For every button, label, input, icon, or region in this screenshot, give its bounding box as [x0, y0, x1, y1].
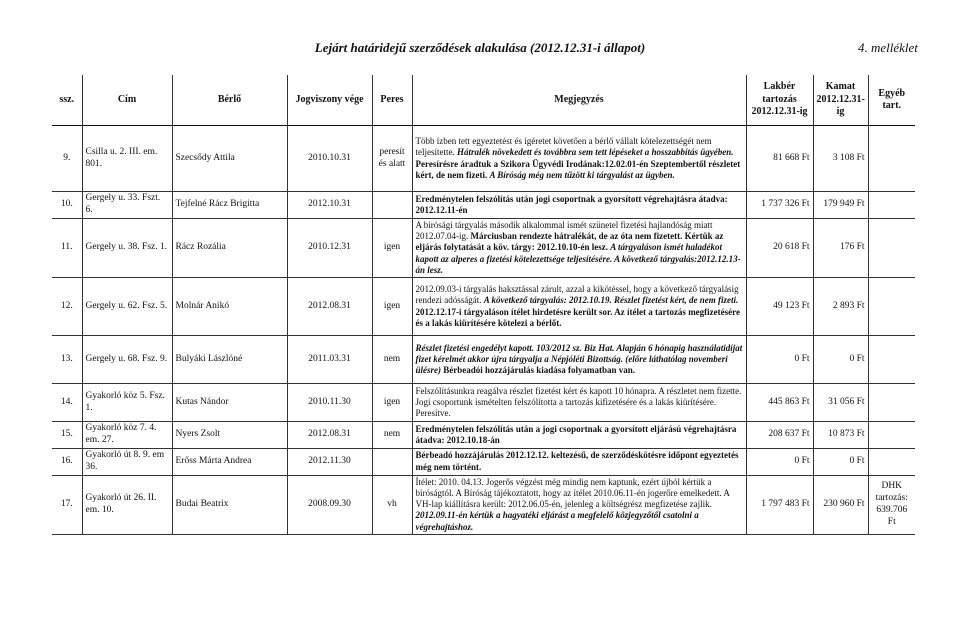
note-text: Márciusban rendezte hátralékát, de az óta nem fizetett. Kértük az eljárás folytatását a köv. tárgy: 2012.10.10-én lesz.	[415, 231, 724, 253]
cell-jogviszony: 2010.10.31	[287, 126, 372, 192]
cell-lakber: 20 618 Ft	[746, 218, 813, 277]
note-text: Eredménytelen felszólítás után jogi csoportnak a gyorsított végrehajtásra átadva: 2012.12.11-én	[415, 193, 728, 215]
cell-cim: Gyakorló köz 5. Fsz. 1.	[82, 384, 172, 422]
note-text: A tárgyaláson ismét haladékot kapott az alperes a fizetési kötelezettsége teljesítésére. A következő tárgyalás:2012.12.13-án lesz.	[415, 242, 741, 275]
col-header-cim: Cím	[82, 75, 172, 126]
note-text: Bérbeadói hozzájárulás kiadása folyamatban van.	[443, 365, 636, 376]
cell-kamat: 2 893 Ft	[813, 278, 868, 336]
cell-kamat: 176 Ft	[813, 218, 868, 277]
cell-cim: Gyakorló út 8. 9. em 36.	[82, 448, 172, 475]
table-row	[52, 218, 915, 277]
cell-lakber: 49 123 Ft	[746, 278, 813, 336]
cell-berlo: Tejfelné Rácz Brigitta	[172, 192, 287, 219]
table-body	[52, 126, 915, 535]
cell-ssz: 13.	[52, 336, 82, 384]
cell-egyeb	[868, 126, 915, 192]
table-row	[52, 336, 915, 384]
cell-jogviszony: 2008.09.30	[287, 475, 372, 534]
note-text: Bérbeadó hozzájárulás 2012.12.12. keltezésű, de szerződéskötésre időpont egyeztetés még nem történt.	[415, 450, 739, 472]
cell-cim: Gergely u. 62. Fsz. 5.	[82, 278, 172, 336]
cell-lakber: 445 863 Ft	[746, 384, 813, 422]
cell-egyeb	[868, 384, 915, 422]
cell-egyeb: DHK tartozás: 639.706 Ft	[868, 475, 915, 534]
col-header-lakber: Lakbér tartozás 2012.12.31-ig	[746, 75, 813, 126]
cell-kamat: 230 960 Ft	[813, 475, 868, 534]
cell-cim: Gergely u. 68. Fsz. 9.	[82, 336, 172, 384]
cell-berlo: Bulyáki Lászlóné	[172, 336, 287, 384]
col-header-jogviszony: Jogviszony vége	[287, 75, 372, 126]
cell-jogviszony: 2010.11.30	[287, 384, 372, 422]
cell-lakber: 1 797 483 Ft	[746, 475, 813, 534]
cell-peres	[372, 448, 412, 475]
note-text: 2012.12.17-i tárgyaláson ítélet hirdetésre került sor. Az ítélet a tartozás megfizetésére és a lakás kiürítésére kötelezi a bérlőt.	[415, 306, 740, 328]
col-header-megjegyzes: Megjegyzés	[412, 75, 746, 126]
col-header-peres: Peres	[372, 75, 412, 126]
cell-jogviszony: 2012.11.30	[287, 448, 372, 475]
cell-kamat: 10 873 Ft	[813, 422, 868, 449]
cell-berlo: Szecsődy Attila	[172, 126, 287, 192]
cell-cim: Gergely u. 33. Fszt. 6.	[82, 192, 172, 219]
cell-megjegyzes	[412, 475, 746, 534]
cell-berlo: Kutas Nándor	[172, 384, 287, 422]
cell-megjegyzes	[412, 126, 746, 192]
cell-jogviszony: 2011.03.31	[287, 336, 372, 384]
note-text: Részlet fizetési engedélyt kapott. 103/2012 sz. Biz Hat. Alapján 6 hónapig használatidíjat fizet kérelmét akkor újra tárgyalja a Népjóléti Bizottság. (előre láthatólag novemberi ülésre)	[415, 342, 743, 376]
cell-ssz: 9.	[52, 126, 82, 192]
note-text: Peresírésre áradtuk a Szikora Ügyvédi Irodának:12.02.01-én Szeptembertől részletet kért, de nem fizeti.	[415, 158, 741, 180]
cell-kamat: 31 056 Ft	[813, 384, 868, 422]
cell-kamat: 3 108 Ft	[813, 126, 868, 192]
cell-lakber: 0 Ft	[746, 448, 813, 475]
cell-jogviszony: 2012.08.31	[287, 278, 372, 336]
cell-egyeb	[868, 218, 915, 277]
cell-megjegyzes	[412, 422, 746, 449]
cell-berlo: Nyers Zsolt	[172, 422, 287, 449]
cell-peres: vh	[372, 475, 412, 534]
cell-lakber: 0 Ft	[746, 336, 813, 384]
cell-ssz: 11.	[52, 218, 82, 277]
table-header-row	[52, 75, 915, 126]
note-text: Eredménytelen felszólítás után a jogi csoportnak a gyorsított eljárású végrehajtásra átadva: 2012.10.18-án	[415, 423, 737, 445]
cell-cim: Gyakorló köz 7. 4. em. 27.	[82, 422, 172, 449]
cell-peres: igen	[372, 278, 412, 336]
note-text: Felszólításunkra reagálva részlet fizetést kért és kapott 10 hónapra. A részletet nem fizette. Jogi csoportunk ismételten felszólította a tartozás kifizetésére és a lakás kiürítésére. Peresítve.	[415, 385, 742, 419]
cell-ssz: 14.	[52, 384, 82, 422]
cell-egyeb	[868, 278, 915, 336]
table-row	[52, 278, 915, 336]
cell-megjegyzes	[412, 192, 746, 219]
note-text: 2012.09.11-én kértük a hagyatéki eljárást a megfelelő közjegyzőtől csatolni a végrehajtáshoz.	[415, 510, 699, 532]
cell-kamat: 179 949 Ft	[813, 192, 868, 219]
cell-kamat: 0 Ft	[813, 448, 868, 475]
cell-berlo: Erőss Márta Andrea	[172, 448, 287, 475]
cell-peres: igen	[372, 384, 412, 422]
cell-berlo: Budai Beatrix	[172, 475, 287, 534]
table-row	[52, 448, 915, 475]
cell-egyeb	[868, 448, 915, 475]
cell-megjegyzes	[412, 278, 746, 336]
table-row	[52, 384, 915, 422]
cell-megjegyzes	[412, 384, 746, 422]
note-text: Hátralék növekedett és továbbra sem tett lépéseket a hosszabbítás ügyében.	[456, 147, 734, 158]
cell-berlo: Rácz Rozália	[172, 218, 287, 277]
cell-egyeb	[868, 336, 915, 384]
table-row	[52, 475, 915, 534]
cell-lakber: 1 737 326 Ft	[746, 192, 813, 219]
cell-megjegyzes	[412, 218, 746, 277]
cell-megjegyzes	[412, 336, 746, 384]
cell-cim: Gergely u. 38. Fsz. 1.	[82, 218, 172, 277]
cell-peres: nem	[372, 336, 412, 384]
note-text: 2012.09.03-i tárgyalás haksztással zárult, azzal a kikötéssel, hogy a következő tárgyalásig rendezi adósságát.	[415, 284, 739, 306]
annex-label: 4. melléklet	[858, 40, 918, 55]
cell-ssz: 15.	[52, 422, 82, 449]
cell-peres: igen	[372, 218, 412, 277]
note-text: Ítélet: 2010. 04.13. Jogerős végzést még mindig nem kaptunk, ezért újból kértük a bíróságtól. A Bíróság tájékoztatott, hogy az ítélet 2010.06.11-én jogerőre emelkedett. A VH-lap kiállításra került: 2012.06.05-én, jelenleg a költségrész megfizetése zajlik.	[415, 476, 730, 509]
page-title: Lejárt határidejű szerződések alakulása (2012.12.31-i állapot)	[314, 40, 646, 55]
cell-jogviszony: 2012.10.31	[287, 192, 372, 219]
table-row	[52, 192, 915, 219]
cell-ssz: 17.	[52, 475, 82, 534]
col-header-egyeb: Egyéb tart.	[868, 75, 915, 126]
table-row	[52, 422, 915, 449]
note-text: A Bíróság még nem tűzött ki tárgyalást az ügyben.	[489, 169, 675, 180]
cell-ssz: 10.	[52, 192, 82, 219]
col-header-kamat: Kamat 2012.12.31-ig	[813, 75, 868, 126]
cell-peres	[372, 192, 412, 219]
cell-cim: Csilla u. 2. III. em. 801.	[82, 126, 172, 192]
cell-jogviszony: 2010.12.31	[287, 218, 372, 277]
cell-berlo: Molnár Anikó	[172, 278, 287, 336]
cell-peres: nem	[372, 422, 412, 449]
cell-egyeb	[868, 422, 915, 449]
cell-egyeb	[868, 192, 915, 219]
cell-kamat: 0 Ft	[813, 336, 868, 384]
note-text: A következő tárgyalás: 2012.10.19. Részlet fizetést kért, de nem fizeti.	[483, 295, 739, 306]
cell-peres: peresít és alatt	[372, 126, 412, 192]
cell-jogviszony: 2012.08.31	[287, 422, 372, 449]
contracts-table	[52, 75, 915, 535]
cell-cim: Gyakorló út 26. II. em. 10.	[82, 475, 172, 534]
col-header-berlo: Bérlő	[172, 75, 287, 126]
cell-megjegyzes	[412, 448, 746, 475]
note-text: A bírósági tárgyalás második alkalommal ismét szünetel fizetési hajlandóság miatt 2012.07.04-ig.	[415, 219, 713, 241]
cell-lakber: 208 637 Ft	[746, 422, 813, 449]
table-row	[52, 126, 915, 192]
cell-ssz: 16.	[52, 448, 82, 475]
cell-ssz: 12.	[52, 278, 82, 336]
note-text: Több ízben tett egyeztetést és ígéretet követően a bérlő vállalt kötelezettségét nem teljesítette.	[415, 136, 712, 158]
cell-lakber: 81 668 Ft	[746, 126, 813, 192]
col-header-ssz: ssz.	[52, 75, 82, 126]
